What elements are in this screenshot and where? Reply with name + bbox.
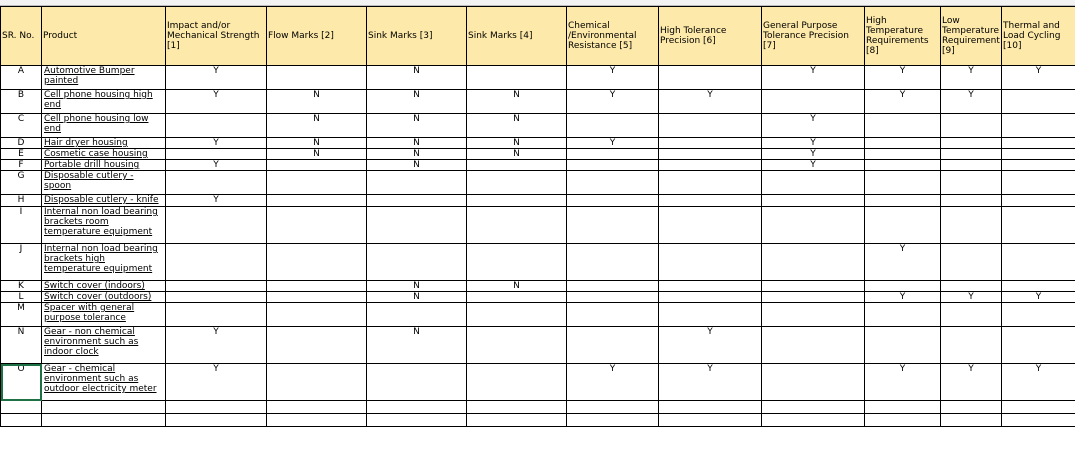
requirement-cell[interactable] — [367, 303, 467, 327]
requirement-cell[interactable] — [567, 207, 659, 244]
requirement-cell[interactable] — [1002, 171, 1075, 195]
requirement-cell[interactable] — [1002, 327, 1075, 364]
requirement-cell[interactable] — [166, 244, 267, 281]
requirement-cell[interactable]: Y — [166, 66, 267, 90]
sr-cell[interactable]: C — [1, 114, 42, 138]
requirement-cell[interactable] — [659, 207, 762, 244]
table-row — [1, 160, 1075, 171]
requirement-cell[interactable] — [659, 171, 762, 195]
requirement-cell[interactable] — [941, 244, 1002, 281]
header-sr-no[interactable]: SR. No. — [1, 7, 42, 66]
table-row — [1, 303, 1075, 327]
requirement-cell[interactable]: N — [367, 160, 467, 171]
empty-row — [1, 401, 1075, 414]
requirement-cell[interactable] — [467, 292, 567, 303]
requirement-cell[interactable] — [467, 303, 567, 327]
requirement-cell[interactable]: Y — [166, 90, 267, 114]
product-cell[interactable]: Cosmetic case housing — [42, 149, 166, 160]
requirement-cell[interactable] — [762, 171, 865, 195]
header-sink-marks-3[interactable]: Sink Marks [3] — [367, 7, 467, 66]
empty-cell[interactable] — [865, 414, 941, 427]
requirement-cell[interactable] — [941, 171, 1002, 195]
requirement-cell[interactable]: Y — [567, 66, 659, 90]
requirement-cell[interactable]: N — [267, 149, 367, 160]
requirement-cell[interactable] — [865, 303, 941, 327]
empty-cell[interactable] — [267, 401, 367, 414]
requirement-cell[interactable] — [166, 149, 267, 160]
header-product[interactable]: Product — [42, 7, 166, 66]
requirement-cell[interactable]: N — [367, 327, 467, 364]
sr-cell[interactable]: L — [1, 292, 42, 303]
sr-cell[interactable]: M — [1, 303, 42, 327]
requirement-cell[interactable] — [865, 138, 941, 149]
empty-cell[interactable] — [467, 414, 567, 427]
requirement-cell[interactable] — [467, 195, 567, 207]
requirement-cell[interactable]: Y — [762, 160, 865, 171]
product-cell[interactable]: Cell phone housing high end — [42, 90, 166, 114]
requirement-cell[interactable] — [659, 244, 762, 281]
empty-cell[interactable] — [567, 414, 659, 427]
requirement-cell[interactable] — [567, 327, 659, 364]
requirement-cell[interactable]: Y — [941, 90, 1002, 114]
empty-cell[interactable] — [659, 414, 762, 427]
empty-cell[interactable] — [42, 401, 166, 414]
table-row — [1, 195, 1075, 207]
table-row — [1, 90, 1075, 114]
requirement-cell[interactable] — [467, 207, 567, 244]
requirement-cell[interactable] — [267, 195, 367, 207]
header-low-temp[interactable]: Low Temperature Requirement [9] — [941, 7, 1002, 66]
product-cell[interactable]: Automotive Bumper painted — [42, 66, 166, 90]
requirement-cell[interactable] — [367, 195, 467, 207]
requirement-cell[interactable] — [941, 149, 1002, 160]
requirement-cell[interactable] — [762, 303, 865, 327]
sr-cell[interactable]: B — [1, 90, 42, 114]
requirement-cell[interactable]: Y — [166, 327, 267, 364]
header-impact[interactable]: Impact and/or Mechanical Strength [1] — [166, 7, 267, 66]
header-high-tolerance[interactable]: High Tolerance Precision [6] — [659, 7, 762, 66]
requirement-cell[interactable]: N — [467, 90, 567, 114]
sr-cell[interactable]: D — [1, 138, 42, 149]
empty-cell[interactable] — [166, 401, 267, 414]
requirement-cell[interactable] — [367, 364, 467, 401]
requirement-cell[interactable] — [567, 149, 659, 160]
requirement-cell[interactable]: N — [367, 138, 467, 149]
requirement-cell[interactable]: Y — [1002, 364, 1075, 401]
requirement-cell[interactable]: Y — [865, 66, 941, 90]
requirement-cell[interactable] — [467, 244, 567, 281]
sr-cell[interactable]: K — [1, 281, 42, 292]
product-cell[interactable]: Internal non load bearing brackets high temperature equipment — [42, 244, 166, 281]
requirement-cell[interactable] — [659, 114, 762, 138]
requirement-cell[interactable]: Y — [567, 138, 659, 149]
table-row — [1, 66, 1075, 90]
requirement-cell[interactable]: Y — [659, 327, 762, 364]
requirement-cell[interactable] — [367, 244, 467, 281]
requirement-cell[interactable] — [941, 138, 1002, 149]
empty-cell[interactable] — [865, 401, 941, 414]
product-cell[interactable]: Disposable cutlery - knife — [42, 195, 166, 207]
requirement-cell[interactable]: N — [467, 149, 567, 160]
product-cell[interactable]: Switch cover (outdoors) — [42, 292, 166, 303]
requirement-cell[interactable] — [659, 138, 762, 149]
requirement-cell[interactable] — [567, 114, 659, 138]
requirement-cell[interactable]: Y — [659, 364, 762, 401]
product-cell[interactable]: Hair dryer housing — [42, 138, 166, 149]
requirement-cell[interactable] — [267, 207, 367, 244]
requirement-cell[interactable]: Y — [941, 292, 1002, 303]
requirement-cell[interactable] — [467, 327, 567, 364]
requirement-cell[interactable]: Y — [941, 364, 1002, 401]
empty-cell[interactable] — [941, 401, 1002, 414]
requirement-cell[interactable]: Y — [865, 90, 941, 114]
requirement-cell[interactable]: N — [267, 138, 367, 149]
requirement-cell[interactable] — [267, 327, 367, 364]
requirement-cell[interactable] — [1002, 303, 1075, 327]
empty-cell[interactable] — [1002, 414, 1075, 427]
requirement-cell[interactable] — [567, 281, 659, 292]
empty-cell[interactable] — [1, 401, 42, 414]
empty-cell[interactable] — [567, 401, 659, 414]
requirement-cell[interactable]: Y — [1002, 66, 1075, 90]
requirement-cell[interactable]: Y — [166, 138, 267, 149]
requirement-cell[interactable] — [267, 244, 367, 281]
requirement-cell[interactable]: Y — [166, 364, 267, 401]
requirement-cell[interactable] — [267, 303, 367, 327]
requirement-cell[interactable] — [659, 303, 762, 327]
requirement-cell[interactable] — [1002, 244, 1075, 281]
product-cell[interactable]: Gear - chemical environment such as outdoor electricity meter — [42, 364, 166, 401]
empty-cell[interactable] — [166, 414, 267, 427]
table-row — [1, 207, 1075, 244]
requirement-cell[interactable] — [762, 195, 865, 207]
requirement-cell[interactable] — [865, 160, 941, 171]
product-cell[interactable]: Internal non load bearing brackets room temperature equipment — [42, 207, 166, 244]
requirement-cell[interactable] — [941, 327, 1002, 364]
requirement-cell[interactable]: Y — [865, 244, 941, 281]
empty-row — [1, 414, 1075, 427]
table-row — [1, 281, 1075, 292]
requirement-cell[interactable] — [941, 281, 1002, 292]
product-cell[interactable]: Disposable cutlery - spoon — [42, 171, 166, 195]
table-row — [1, 244, 1075, 281]
requirement-cell[interactable]: N — [367, 114, 467, 138]
requirement-cell[interactable]: Y — [1002, 292, 1075, 303]
product-requirements-table — [0, 6, 1075, 427]
requirement-cell[interactable] — [865, 149, 941, 160]
requirement-cell[interactable] — [567, 195, 659, 207]
requirement-cell[interactable] — [267, 281, 367, 292]
requirement-cell[interactable]: N — [367, 292, 467, 303]
requirement-cell[interactable] — [1002, 207, 1075, 244]
requirement-cell[interactable]: N — [267, 90, 367, 114]
requirement-cell[interactable] — [659, 66, 762, 90]
requirement-cell[interactable]: N — [467, 281, 567, 292]
empty-cell[interactable] — [1, 414, 42, 427]
requirement-cell[interactable] — [567, 171, 659, 195]
sr-cell[interactable]: I — [1, 207, 42, 244]
requirement-cell[interactable] — [865, 171, 941, 195]
requirement-cell[interactable] — [865, 207, 941, 244]
header-row — [1, 7, 1075, 66]
requirement-cell[interactable] — [762, 207, 865, 244]
requirement-cell[interactable] — [865, 327, 941, 364]
requirement-cell[interactable] — [567, 160, 659, 171]
table-row — [1, 138, 1075, 149]
sr-cell[interactable]: N — [1, 327, 42, 364]
empty-cell[interactable] — [367, 414, 467, 427]
requirement-cell[interactable] — [762, 364, 865, 401]
header-general-tolerance[interactable]: General Purpose Tolerance Precision [7] — [762, 7, 865, 66]
requirement-cell[interactable]: Y — [166, 195, 267, 207]
table-row — [1, 171, 1075, 195]
requirement-cell[interactable] — [1002, 90, 1075, 114]
requirement-cell[interactable] — [467, 66, 567, 90]
sr-cell[interactable]: F — [1, 160, 42, 171]
requirement-cell[interactable] — [659, 195, 762, 207]
requirement-cell[interactable] — [166, 114, 267, 138]
sr-cell[interactable]: H — [1, 195, 42, 207]
sr-cell[interactable]: O — [1, 364, 42, 401]
requirement-cell[interactable] — [166, 207, 267, 244]
requirement-cell[interactable] — [467, 171, 567, 195]
requirement-cell[interactable] — [467, 364, 567, 401]
table-row — [1, 364, 1075, 401]
empty-cell[interactable] — [42, 414, 166, 427]
empty-cell[interactable] — [467, 401, 567, 414]
requirement-cell[interactable] — [762, 90, 865, 114]
requirement-cell[interactable] — [659, 149, 762, 160]
requirement-cell[interactable] — [267, 160, 367, 171]
requirement-cell[interactable] — [865, 114, 941, 138]
requirement-cell[interactable] — [865, 195, 941, 207]
requirement-cell[interactable] — [367, 207, 467, 244]
empty-cell[interactable] — [941, 414, 1002, 427]
requirement-cell[interactable]: N — [367, 90, 467, 114]
sr-cell[interactable]: J — [1, 244, 42, 281]
requirement-cell[interactable] — [567, 244, 659, 281]
requirement-cell[interactable] — [1002, 114, 1075, 138]
header-high-temp[interactable]: High Temperature Requirements [8] — [865, 7, 941, 66]
requirement-cell[interactable]: Y — [865, 292, 941, 303]
table-body — [1, 66, 1075, 427]
header-chemical[interactable]: Chemical /Environmental Resistance [5] — [567, 7, 659, 66]
requirement-cell[interactable]: Y — [941, 66, 1002, 90]
requirement-cell[interactable] — [1002, 149, 1075, 160]
product-cell[interactable]: Spacer with general purpose tolerance — [42, 303, 166, 327]
requirement-cell[interactable]: N — [467, 138, 567, 149]
empty-cell[interactable] — [762, 414, 865, 427]
requirement-cell[interactable] — [267, 292, 367, 303]
header-thermal-load[interactable]: Thermal and Load Cycling [10] — [1002, 7, 1075, 66]
requirement-cell[interactable] — [267, 171, 367, 195]
requirement-cell[interactable]: Y — [567, 90, 659, 114]
requirement-cell[interactable] — [941, 160, 1002, 171]
requirement-cell[interactable] — [941, 195, 1002, 207]
requirement-cell[interactable] — [367, 171, 467, 195]
requirement-cell[interactable] — [865, 281, 941, 292]
empty-cell[interactable] — [1002, 401, 1075, 414]
table-row — [1, 292, 1075, 303]
header-sink-marks-4[interactable]: Sink Marks [4] — [467, 7, 567, 66]
header-flow-marks[interactable]: Flow Marks [2] — [267, 7, 367, 66]
requirement-cell[interactable] — [1002, 160, 1075, 171]
product-cell[interactable]: Cell phone housing low end — [42, 114, 166, 138]
requirement-cell[interactable] — [762, 292, 865, 303]
table-row — [1, 149, 1075, 160]
requirement-cell[interactable]: Y — [166, 160, 267, 171]
sr-cell[interactable]: G — [1, 171, 42, 195]
requirement-cell[interactable] — [941, 114, 1002, 138]
requirement-cell[interactable]: N — [267, 114, 367, 138]
requirement-cell[interactable] — [166, 281, 267, 292]
requirement-cell[interactable]: Y — [762, 138, 865, 149]
requirement-cell[interactable] — [1002, 281, 1075, 292]
sr-cell[interactable]: A — [1, 66, 42, 90]
requirement-cell[interactable]: Y — [762, 66, 865, 90]
requirement-cell[interactable]: Y — [865, 364, 941, 401]
requirement-cell[interactable] — [941, 207, 1002, 244]
requirement-cell[interactable] — [762, 327, 865, 364]
table-row — [1, 327, 1075, 364]
requirement-cell[interactable] — [166, 292, 267, 303]
requirement-cell[interactable]: Y — [762, 114, 865, 138]
requirement-cell[interactable] — [659, 292, 762, 303]
empty-cell[interactable] — [267, 414, 367, 427]
product-cell[interactable]: Gear - non chemical environment such as indoor clock — [42, 327, 166, 364]
requirement-cell[interactable] — [467, 160, 567, 171]
requirement-cell[interactable] — [267, 66, 367, 90]
requirement-cell[interactable]: N — [367, 281, 467, 292]
requirement-cell[interactable] — [941, 303, 1002, 327]
empty-cell[interactable] — [367, 401, 467, 414]
requirement-cell[interactable]: Y — [659, 90, 762, 114]
requirement-cell[interactable]: N — [367, 149, 467, 160]
requirement-cell[interactable]: N — [367, 66, 467, 90]
requirement-cell[interactable]: Y — [567, 364, 659, 401]
empty-cell[interactable] — [762, 401, 865, 414]
sr-cell[interactable]: E — [1, 149, 42, 160]
requirement-cell[interactable] — [762, 281, 865, 292]
requirement-cell[interactable] — [1002, 138, 1075, 149]
requirement-cell[interactable] — [762, 244, 865, 281]
requirement-cell[interactable] — [166, 303, 267, 327]
requirement-cell[interactable]: N — [467, 114, 567, 138]
requirement-cell[interactable] — [567, 292, 659, 303]
requirement-cell[interactable] — [659, 281, 762, 292]
requirement-cell[interactable] — [659, 160, 762, 171]
product-cell[interactable]: Switch cover (indoors) — [42, 281, 166, 292]
requirement-cell[interactable]: Y — [762, 149, 865, 160]
requirement-cell[interactable] — [267, 364, 367, 401]
empty-cell[interactable] — [659, 401, 762, 414]
requirement-cell[interactable] — [166, 171, 267, 195]
table-row — [1, 114, 1075, 138]
product-cell[interactable]: Portable drill housing — [42, 160, 166, 171]
requirement-cell[interactable] — [1002, 195, 1075, 207]
requirement-cell[interactable] — [567, 303, 659, 327]
